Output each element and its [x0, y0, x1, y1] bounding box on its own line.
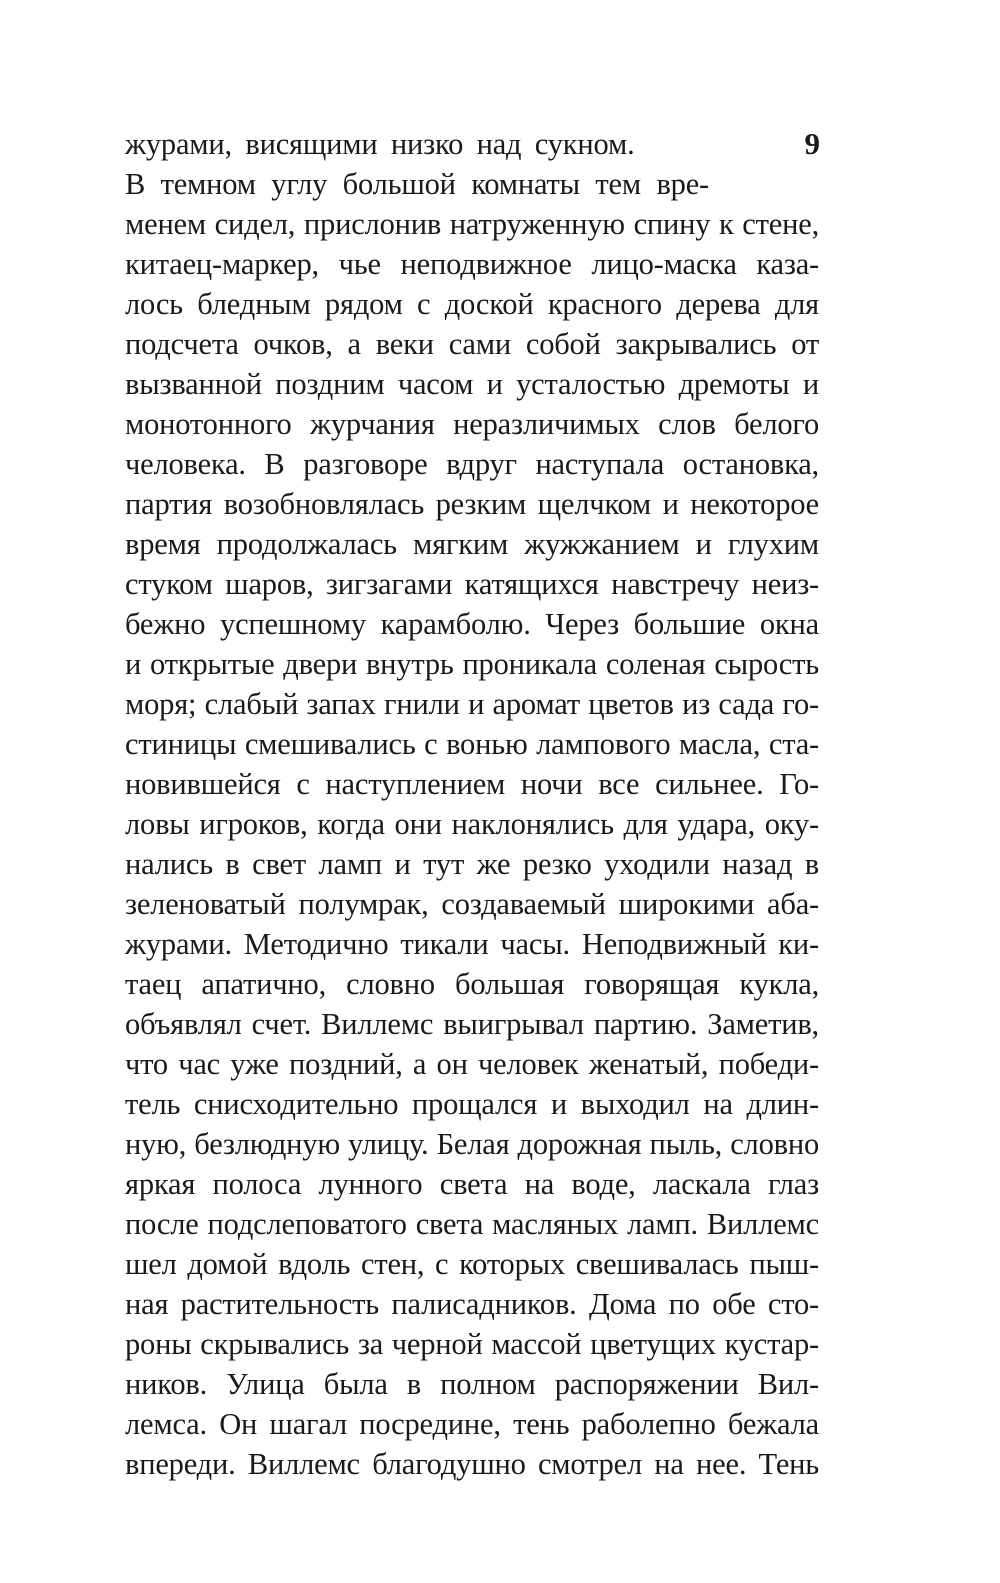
body-text: [125, 124, 819, 1484]
text-line: бежно успешному карамболю. Через большие окна: [125, 607, 819, 641]
text-line: моря; слабый запах гнили и аромат цветов из сада го-: [125, 687, 819, 721]
text-line: нались в свет ламп и тут же резко уходили назад в: [125, 847, 819, 881]
text-line: лось бледным рядом с доской красного дерева для: [125, 287, 819, 321]
text-line: ная растительность палисадников. Дома по обе сто-: [125, 1287, 819, 1321]
text-line: роны скрывались за черной массой цветущих кустар-: [125, 1327, 819, 1361]
text-line: яркая полоса лунного света на воде, ласкала глаз: [125, 1167, 819, 1201]
text-line: впереди. Виллемс благодушно смотрел на нее. Тень: [125, 1447, 819, 1481]
text-line: В темном углу большой комнаты тем вре-: [125, 167, 709, 201]
text-line: после подслеповатого света масляных ламп. Виллемс: [125, 1207, 819, 1241]
text-line: подсчета очков, а веки сами собой закрывались от: [125, 327, 819, 361]
text-line: вызванной поздним часом и усталостью дремоты и: [125, 367, 819, 401]
text-line: ников. Улица была в полном распоряжении Вил-: [125, 1367, 819, 1401]
text-line: китаец-маркер, чье неподвижное лицо-маска каза-: [125, 247, 819, 281]
text-line: партия возобновлялась резким щелчком и некоторое: [125, 487, 819, 521]
text-line: новившейся с наступлением ночи все сильнее. Го-: [125, 767, 819, 801]
text-line: ную, безлюдную улицу. Белая дорожная пыль, словно: [125, 1127, 819, 1161]
text-line: ловы игроков, когда они наклонялись для удара, оку-: [125, 807, 819, 841]
text-line: таец апатично, словно большая говорящая кукла,: [125, 967, 819, 1001]
page-number: 9: [804, 126, 820, 161]
text-line: стиницы смешивались с вонью лампового масла, ста-: [125, 727, 819, 761]
text-line: тель снисходительно прощался и выходил на длин-: [125, 1087, 819, 1121]
text-line: человека. В разговоре вдруг наступала остановка,: [125, 447, 819, 481]
text-line: лемса. Он шагал посредине, тень раболепно бежала: [125, 1407, 819, 1441]
text-line: что час уже поздний, а он человек женатый, победи-: [125, 1047, 819, 1081]
text-line: шел домой вдоль стен, с которых свешивалась пыш-: [125, 1247, 819, 1281]
text-line: время продолжалась мягким жужжанием и глухим: [125, 527, 819, 561]
text-line: и открытые двери внутрь проникала соленая сырость: [125, 647, 819, 681]
text-line: журами. Методично тикали часы. Неподвижный ки-: [125, 927, 819, 961]
text-line: объявлял счет. Виллемс выигрывал партию. Заметив,: [125, 1007, 819, 1041]
text-line: менем сидел, прислонив натруженную спину к стене,: [125, 207, 819, 241]
text-line: монотонного журчания неразличимых слов белого: [125, 407, 819, 441]
text-line: журами, висящими низко над сукном.: [125, 127, 635, 161]
text-line: стуком шаров, зигзагами катящихся навстречу неиз-: [125, 567, 819, 601]
text-line: зеленоватый полумрак, создаваемый широкими аба-: [125, 887, 819, 921]
